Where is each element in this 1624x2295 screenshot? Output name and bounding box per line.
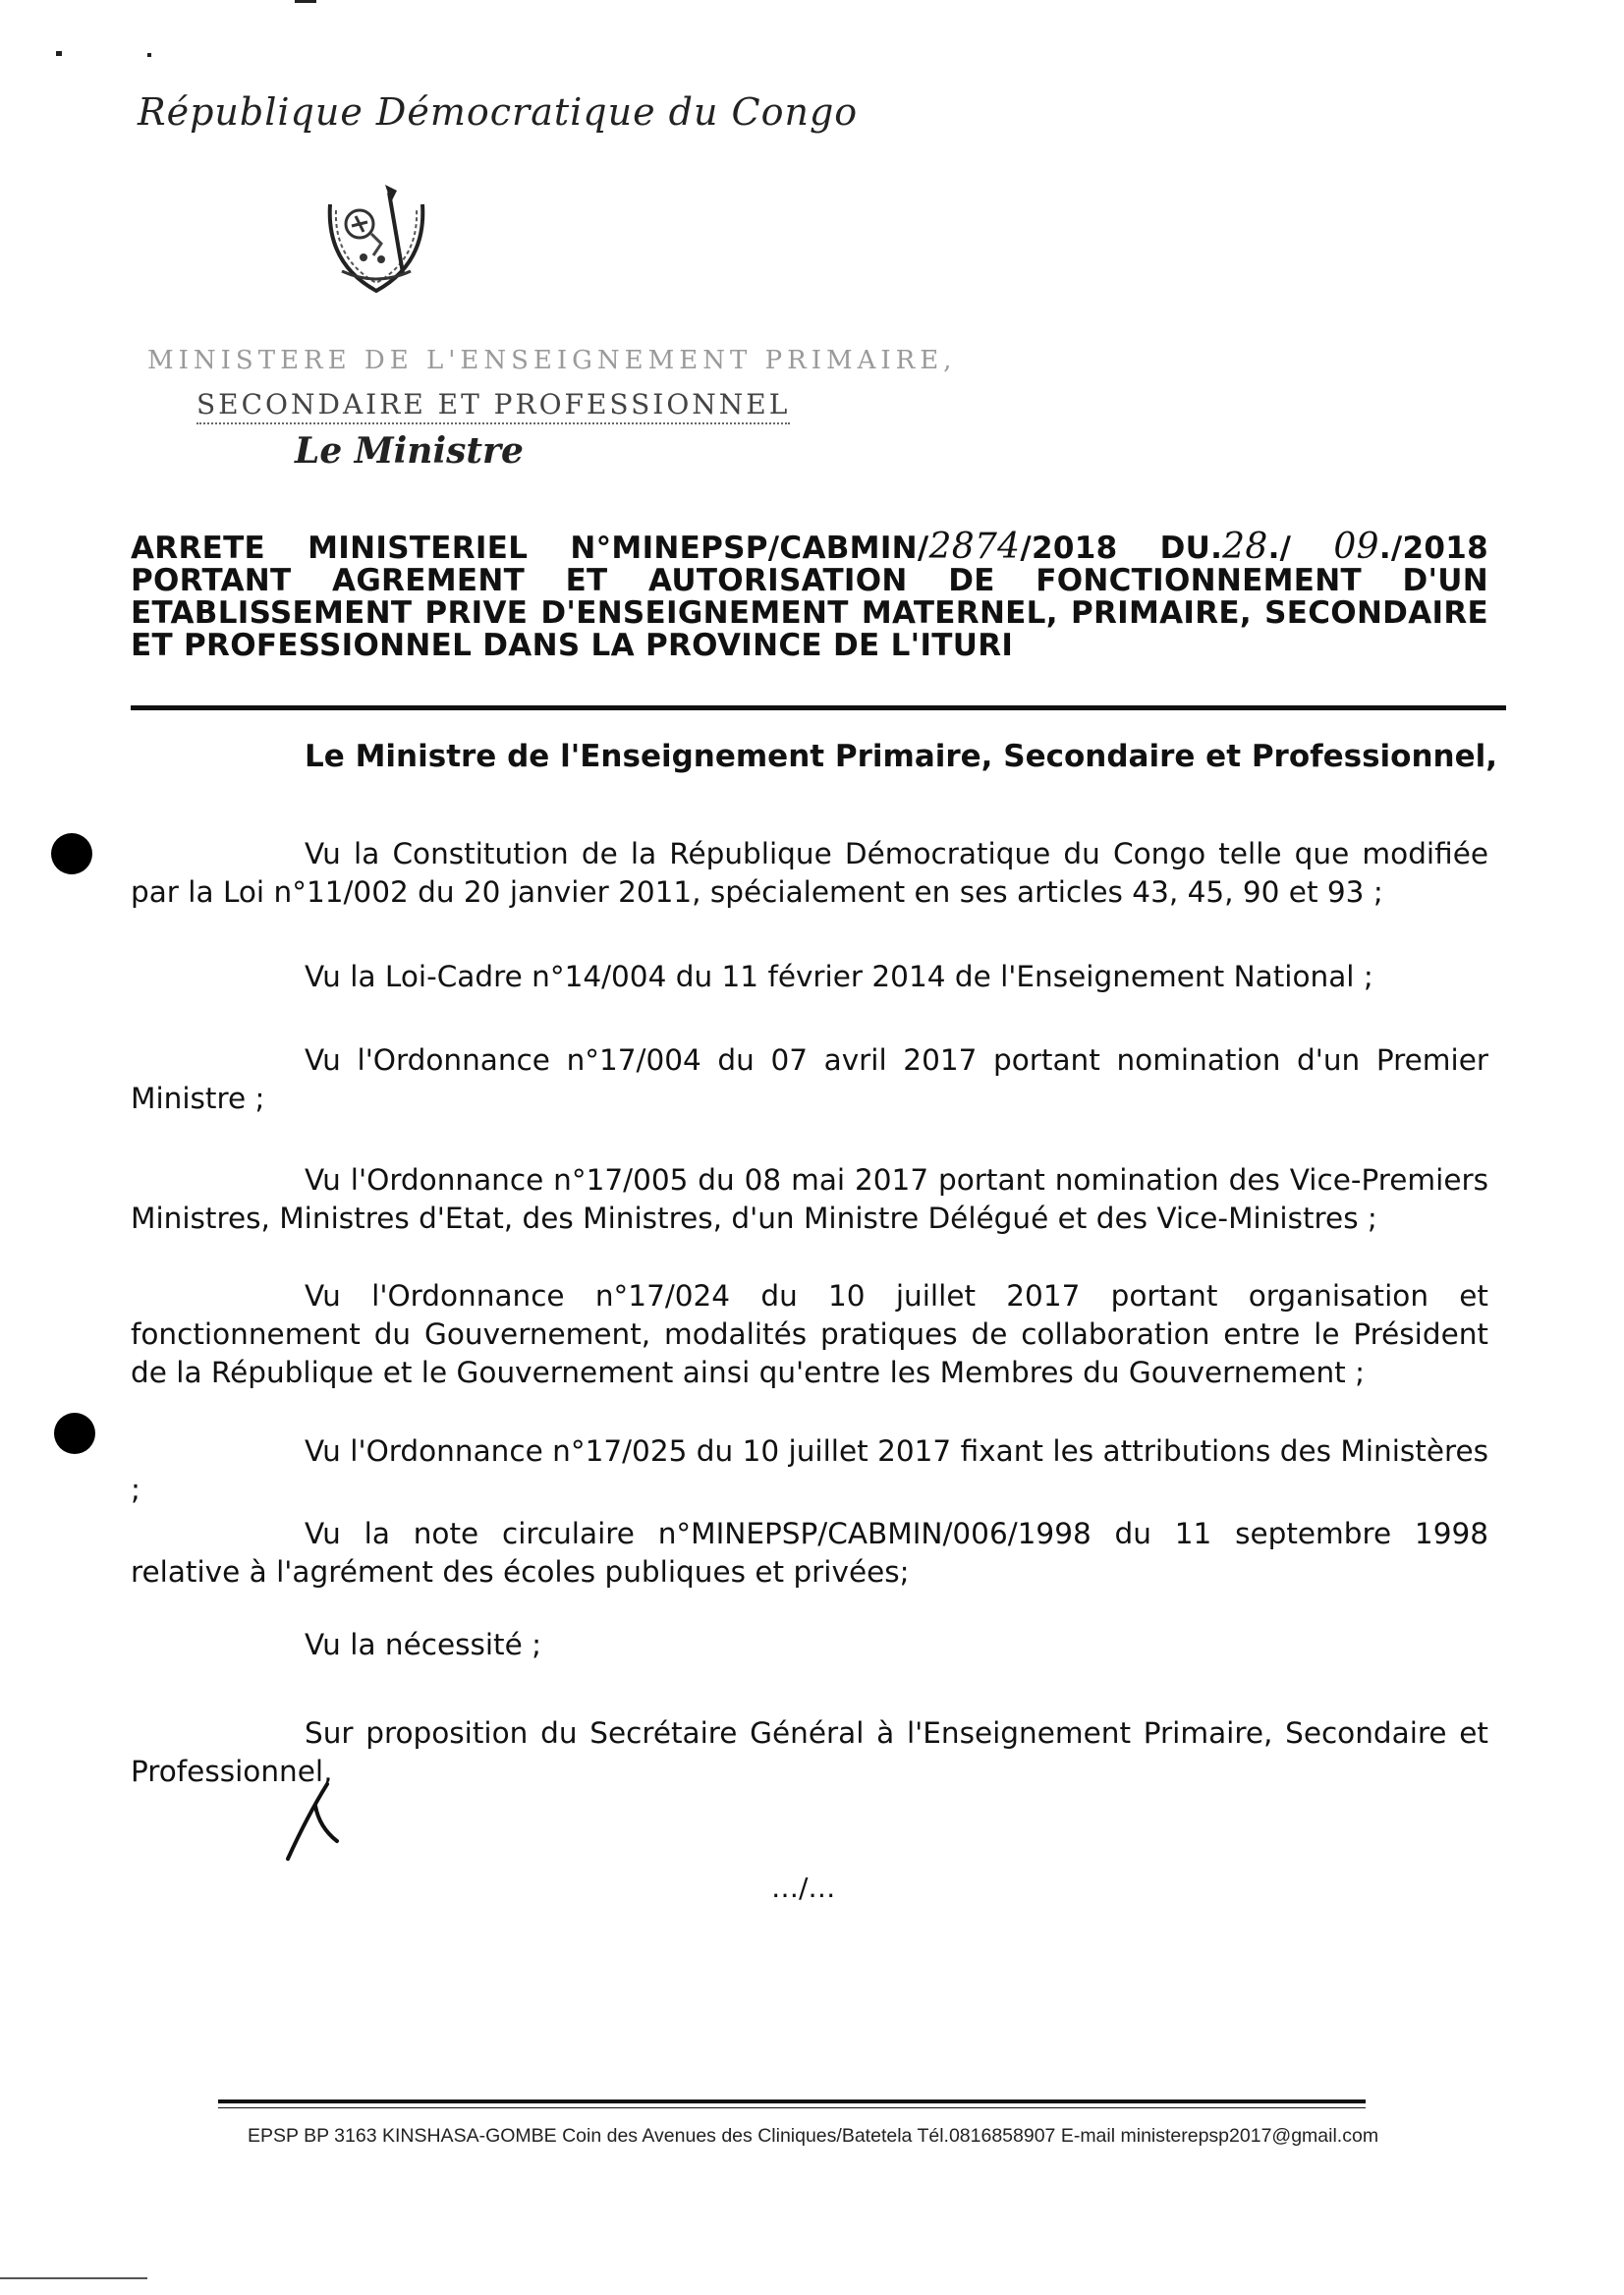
punch-hole-mark [51, 833, 92, 874]
continuation-mark: …/… [771, 1872, 836, 1904]
paragraph-ordonnance-17-004: Vu l'Ordonnance n°17/004 du 07 avril 2017 portant nomination d'un Premier Ministre ; [131, 1043, 1488, 1115]
title-divider [131, 705, 1506, 710]
minister-heading: Le Ministre de l'Enseignement Primaire, Secondaire et Professionnel, [305, 739, 1498, 774]
scan-speck [147, 53, 151, 57]
ministry-name-line2: SECONDAIRE ET PROFESSIONNEL [196, 388, 790, 424]
handwritten-decree-number: 2874 [928, 527, 1021, 567]
paragraph-necessite: Vu la nécessité ; [305, 1628, 542, 1661]
footer-divider-thin [218, 2107, 1366, 2108]
paragraph-proposition: Sur proposition du Secrétaire Général à l'Enseignement Primaire, Secondaire et Professionnel, [131, 1716, 1488, 1788]
decree-title-line3: ETABLISSEMENT PRIVE D'ENSEIGNEMENT MATERNEL, PRIMAIRE, SECONDAIRE [131, 595, 1488, 631]
paragraph-ordonnance-17-025: Vu l'Ordonnance n°17/025 du 10 juillet 2017 fixant les attributions des Ministères ; [131, 1434, 1488, 1506]
paragraph-ordonnance-17-024: Vu l'Ordonnance n°17/024 du 10 juillet 2017 portant organisation et fonctionnement du Gouvernement, modalités pratiques de collaboration entre le Président de la République et le Gouvernement ainsi qu'entre les Membres du Gouvernement ; [131, 1279, 1488, 1389]
ministry-name-line1: MINISTERE DE L'ENSEIGNEMENT PRIMAIRE, [147, 346, 957, 375]
decree-title-line1: ARRETE MINISTERIEL N°MINEPSP/CABMIN/2874/2018 DU.28./ 09./2018 [131, 527, 1489, 567]
decree-title-line2: PORTANT AGREMENT ET AUTORISATION DE FONCTIONNEMENT D'UN [131, 563, 1488, 598]
punch-hole-mark [54, 1413, 95, 1454]
paragraph-constitution: Vu la Constitution de la République Démocratique du Congo telle que modifiée par la Loi n°11/002 du 20 janvier 2011, spécialement en ses articles 43, 45, 90 et 93 ; [131, 837, 1488, 909]
minister-label: Le Ministre [295, 430, 524, 472]
decree-title-line4: ET PROFESSIONNEL DANS LA PROVINCE DE L'ITURI [131, 628, 1014, 663]
coat-of-arms-emblem [312, 165, 440, 303]
decree-title [131, 527, 1489, 663]
scan-speck [56, 51, 62, 56]
handwritten-month: 09 [1333, 527, 1379, 567]
footer-divider [218, 2099, 1366, 2103]
bottom-scan-line [0, 2277, 147, 2279]
paragraph-ordonnance-17-005: Vu l'Ordonnance n°17/005 du 08 mai 2017 portant nomination des Vice-Premiers Ministres, Ministres d'Etat, des Ministres, d'un Ministre Délégué et des Vice-Ministres ; [131, 1163, 1488, 1235]
paragraph-loi-cadre: Vu la Loi-Cadre n°14/004 du 11 février 2014 de l'Enseignement National ; [305, 960, 1373, 993]
scan-speck [295, 0, 316, 3]
country-name: République Démocratique du Congo [138, 90, 859, 134]
paragraph-note-circulaire: Vu la note circulaire n°MINEPSP/CABMIN/006/1998 du 11 septembre 1998 relative à l'agrément des écoles publiques et privées; [131, 1517, 1488, 1589]
handwritten-initial [280, 1776, 349, 1865]
footer-contact: EPSP BP 3163 KINSHASA-GOMBE Coin des Avenues des Cliniques/Batetela Tél.0816858907 E-mail ministerepsp2017@gmail.com [248, 2125, 1379, 2147]
handwritten-day: 28 [1222, 527, 1268, 567]
